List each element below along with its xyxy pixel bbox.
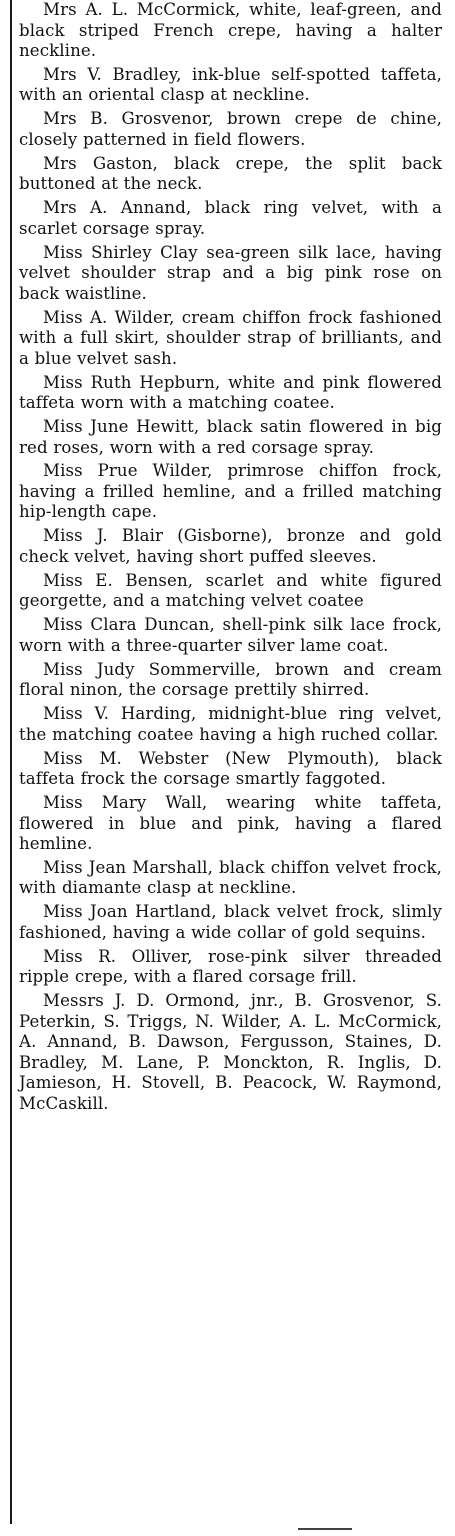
- guest-entry: Miss V. Harding, midnight-blue ring velvet, the matching coatee having a high ruched collar.: [19, 704, 442, 744]
- guest-entry: Miss J. Blair (Gisborne), bronze and gold check velvet, having short puffed sleeves.: [19, 526, 442, 566]
- guest-entry: Miss Mary Wall, wearing white taffeta, flowered in blue and pink, having a flared hemline.: [19, 793, 442, 853]
- guest-entry: Miss A. Wilder, cream chiffon frock fashioned with a full skirt, shoulder strap of brilliants, and a blue velvet sash.: [19, 307, 442, 368]
- guest-entry: Mrs A. Annand, black ring velvet, with a scarlet corsage spray.: [19, 198, 442, 238]
- guest-entry: Mrs B. Grosvenor, brown crepe de chine, closely patterned in field flowers.: [19, 109, 442, 149]
- guest-entry: Miss Jean Marshall, black chiffon velvet frock, with diamante clasp at neckline.: [19, 857, 442, 898]
- guest-entry: Miss Shirley Clay sea-green silk lace, having velvet shoulder strap and a big pink rose on back waistline.: [19, 242, 442, 303]
- newspaper-column: [10, 0, 442, 1524]
- guest-entry: Miss Joan Hartland, black velvet frock, slimly fashioned, having a wide collar of gold sequins.: [19, 902, 442, 942]
- guest-entry: Miss M. Webster (New Plymouth), black taffeta frock the corsage smartly faggoted.: [19, 748, 442, 789]
- guest-entry: Miss June Hewitt, black satin flowered in big red roses, worn with a red corsage spray.: [19, 417, 442, 457]
- guest-list-messrs: Messrs J. D. Ormond, jnr., B. Grosvenor, S. Peterkin, S. Triggs, N. Wilder, A. L. McCormick, A. Annand, B. Dawson, Fergusson, Staines, D. Bradley, M. Lane, P. Monckton, R. Inglis, D. Jamieson, H. Stovell, B. Peacock, W. Raymond, McCaskill.: [19, 991, 442, 1113]
- guest-entry: Miss Clara Duncan, shell-pink silk lace frock, worn with a three-quarter silver lame coat.: [19, 615, 442, 655]
- guest-entry: Mrs A. L. McCormick, white, leaf-green, and black striped French crepe, having a halter neckline.: [19, 0, 442, 60]
- guest-entry: Miss E. Bensen, scarlet and white figured georgette, and a matching velvet coatee: [19, 570, 442, 611]
- guest-entry: Miss Ruth Hepburn, white and pink flowered taffeta worn with a matching coatee.: [19, 372, 442, 413]
- guest-entry: Miss Judy Sommerville, brown and cream floral ninon, the corsage prettily shirred.: [19, 659, 442, 700]
- bottom-rule: [298, 1528, 352, 1530]
- guest-entry: Miss R. Olliver, rose-pink silver threaded ripple crepe, with a flared corsage frill.: [19, 946, 442, 987]
- guest-entry: Mrs V. Bradley, ink-blue self-spotted taffeta, with an oriental clasp at neckline.: [19, 64, 442, 105]
- guest-entry: Miss Prue Wilder, primrose chiffon frock, having a frilled hemline, and a frilled matching hip-length cape.: [19, 461, 442, 522]
- guest-entry: Mrs Gaston, black crepe, the split back buttoned at the neck.: [19, 153, 442, 194]
